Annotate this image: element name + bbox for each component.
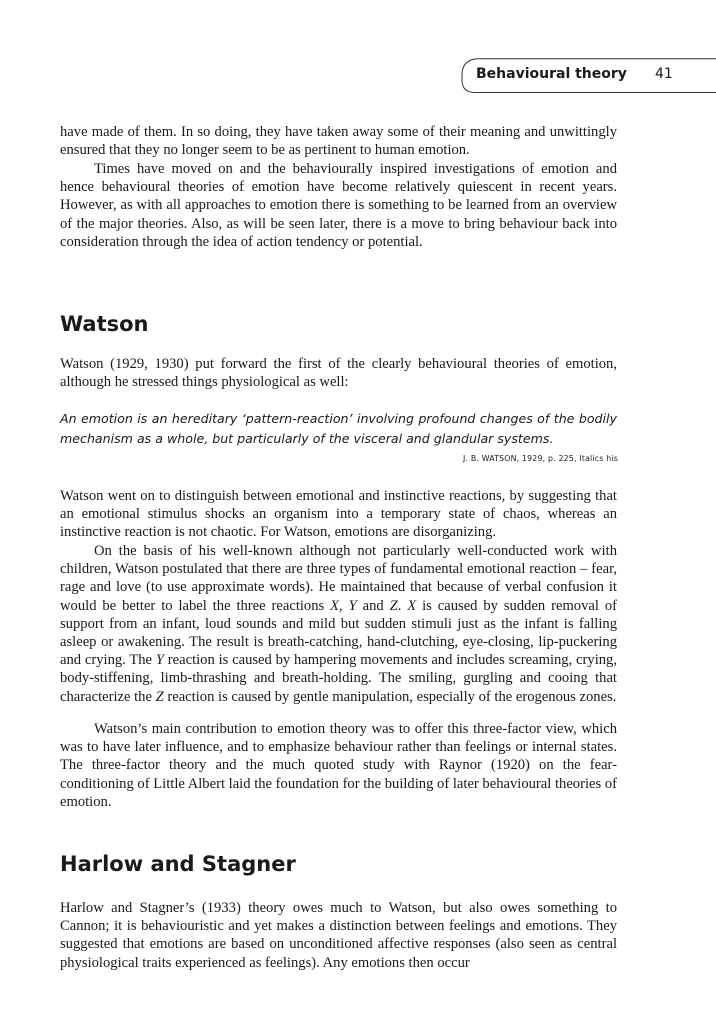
text-run: and <box>356 597 390 614</box>
section-heading-harlow-stagner: Harlow and Stagner <box>60 852 296 876</box>
running-title: Behavioural theory <box>476 66 627 82</box>
body-paragraph-2: Times have moved on and the behaviourally inspired investigations of emotion and hence behavioural theories of emotion have become relatively quiescent in recent years. However, as with all approaches to emotion there is something to be learned from an overview of the major theories. Also, as will be seen later, there is a move to bring behaviour back into consideration through the idea of action tendency or potential. <box>60 161 617 250</box>
watson-paragraph-1: Watson went on to distinguish between emotional and instinctive reactions, by suggesting that an emotional stimulus shocks an organism into a temporary state of chaos, whereas an instinctive reaction is not chaotic. For Watson, emotions are disorganizing. <box>60 488 617 541</box>
text-run: On the basis of his well-known although not particularly well-conducted work with children, Watson postulated that there are three types of fundamental emotional reaction – fear, rage and love (to use approximate words). He maintained that because of verbal confusion it would be better to label the three reactions <box>60 543 617 614</box>
text-run: . <box>397 597 408 614</box>
watson-paragraph-2 <box>60 542 617 706</box>
variable-z: Z <box>389 597 398 614</box>
section-heading-watson: Watson <box>60 312 149 336</box>
variable-x: X <box>330 597 340 614</box>
text-run: , <box>339 597 349 614</box>
attribution-source: , 1929, p. 225, Italics his <box>516 454 618 463</box>
harlow-paragraph-1: Harlow and Stagner’s (1933) theory owes much to Watson, but also owes something to Cannon; it is behaviouristic and yet makes a distinction between feelings and emotions. They suggested that emotions are based on unconditioned affective responses (also seen as central physiological traits experienced as feelings). Any emotions then occur <box>60 900 617 971</box>
page-number: 41 <box>655 66 673 82</box>
variable-z: Z <box>155 688 164 705</box>
text-run: reaction is caused by hampering movements and includes screaming, crying, body-stiffening, limb-thrashing and breath-holding. The smiling, gurgling and cooing that characterize the <box>60 652 617 705</box>
running-head <box>461 58 716 93</box>
watson-paragraph-3: Watson’s main contribution to emotion theory was to offer this three-factor view, which was to have later influence, and to emphasize behaviour rather than feelings or internal states. The three-factor theory and the much quoted study with Raynor (1920) on the fear-conditioning of Little Albert laid the foundation for the building of later behavioural theories of emotion. <box>60 721 617 810</box>
variable-x: X <box>407 597 417 614</box>
attribution-author: J. B. WATSON <box>462 454 517 463</box>
variable-y: Y <box>155 652 164 669</box>
quote-attribution <box>463 454 618 463</box>
watson-block-quote: An emotion is an hereditary ‘pattern-reaction’ involving profound changes of the bodily mechanism as a whole, but particularly of the visceral and glandular systems. <box>60 411 617 446</box>
text-run: reaction is caused by gentle manipulation, especially of the erogenous zones. <box>163 688 617 705</box>
watson-intro-paragraph: Watson (1929, 1930) put forward the first of the clearly behavioural theories of emotion, although he stressed things physiological as well: <box>60 356 617 391</box>
variable-y: Y <box>348 597 357 614</box>
text-run: is caused by sudden removal of support from an infant, loud sounds and mild but sudden stimuli just as the infant is falling asleep or awakening. The result is breath-catching, hand-clutching, eye-closing, lip-puckering and crying. The <box>60 597 617 669</box>
body-paragraph-1: have made of them. In so doing, they have taken away some of their meaning and unwittingly ensured that they no longer seem to be as pertinent to human emotion. <box>60 124 617 159</box>
